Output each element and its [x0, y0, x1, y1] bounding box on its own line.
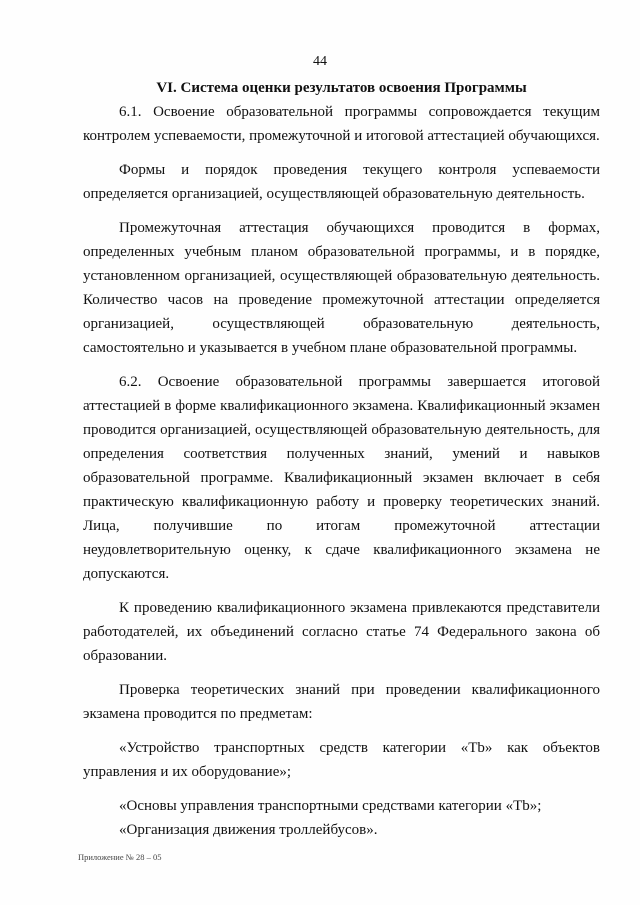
section-title: VI. Система оценки результатов освоения Программы	[156, 80, 527, 96]
paragraph-subjects-intro: Проверка теоретических знаний при проведении квалификационного экзамена проводится по предметам:	[83, 682, 600, 722]
footer-note: Приложение № 28 – 05	[78, 852, 162, 862]
subject-item-control: «Основы управления транспортными средствами категории «Tb»;	[119, 798, 542, 814]
page-content	[83, 76, 600, 842]
paragraph-employers: К проведению квалификационного экзамена привлекаются представители работодателей, их объединений согласно статье 74 Федерального закона об образовании.	[83, 600, 600, 664]
paragraph-6-2: 6.2. Освоение образовательной программы завершается итоговой аттестацией в форме квалификационного экзамена. Квалификационный экзамен проводится организацией, осуществляющей образовательную деятельность, для определения соответствия полученных знаний, умений и навыков образовательной программе. Квалификационный экзамен включает в себя практическую квалификационную работу и проверку теоретических знаний. Лица, получившие по итогам промежуточной аттестации неудовлетворительную оценку, к сдаче квалификационного экзамена не допускаются.	[83, 374, 600, 582]
paragraph-6-1: 6.1. Освоение образовательной программы сопровождается текущим контролем успеваемости, промежуточной и итоговой аттестацией обучающихся.	[83, 104, 600, 144]
subject-item-traffic: «Организация движения троллейбусов».	[119, 822, 378, 838]
paragraph-intermediate-attestation: Промежуточная аттестация обучающихся проводится в формах, определенных учебным планом образовательной программы, и в порядке, установленном организацией, осуществляющей образовательную деятельность. Количество часов на проведение промежуточной аттестации определяется организацией, осуществляющей образовательную деятельность, самостоятельно и указывается в учебном плане образовательной программы.	[83, 220, 600, 356]
paragraph-current-control: Формы и порядок проведения текущего контроля успеваемости определяется организацией, осуществляющей образовательную деятельность.	[83, 162, 600, 202]
subject-item-device: «Устройство транспортных средств категории «Tb» как объектов управления и их оборудование»;	[83, 740, 600, 780]
page-number: 44	[313, 54, 327, 69]
